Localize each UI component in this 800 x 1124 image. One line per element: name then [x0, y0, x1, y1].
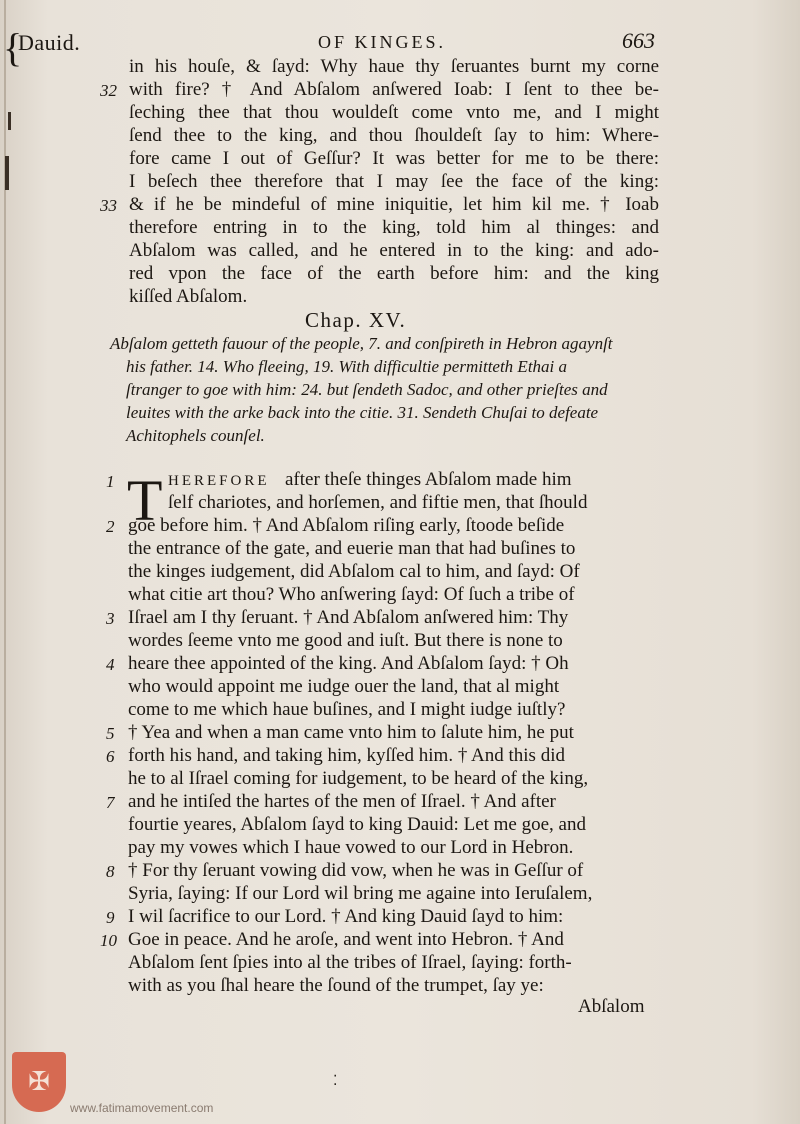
text-line: Abſalom was called, and he entered in to the king: and ado-: [129, 240, 659, 261]
text-line: kiſſed Abſalom.: [129, 286, 248, 307]
text-line: goe before him. † And Abſalom riſing early, ſtoode beſide: [128, 515, 565, 536]
text-line: & if he be mindeful of mine iniquitie, let him kil me. † Ioab: [129, 194, 659, 215]
margin-bracket: {: [3, 25, 23, 70]
text-line: ſeching thee that thou wouldeſt come vnto me, and I might: [129, 102, 659, 123]
chapter-argument-line: ſtranger to goe with him: 24. but ſendeth Sadoc, and other prieſtes and: [126, 380, 608, 399]
text-line: I wil ſacrifice to our Lord. † And king Dauid ſayd to him:: [128, 906, 564, 927]
text-line: therefore entring in to the king, told him al thinges: and: [129, 217, 659, 238]
verse-number: 5: [106, 724, 115, 743]
verse-number: 3: [106, 609, 115, 628]
text-line: fore came I out of Geſſur? It was better for me to be there:: [129, 148, 659, 169]
chapter-argument-line: Abſalom getteth fauour of the people, 7. and conſpireth in Hebron agaynſt: [110, 334, 613, 353]
chapter-argument-line: Achitophels counſel.: [126, 426, 265, 445]
text-line: pay my vowes which I haue vowed to our Lord in Hebron.: [128, 837, 574, 858]
text-line: the kinges iudgement, did Abſalom cal to him, and ſayd: Of: [128, 561, 580, 582]
text-line: Abſalom ſent ſpies into al the tribes of Iſrael, ſaying: forth-: [128, 952, 572, 973]
text-line: Goe in peace. And he aroſe, and went into Hebron. † And: [128, 929, 564, 950]
page-number: 663: [622, 28, 655, 53]
text-line: come to me which haue buſines, and I might iudge iuſtly?: [128, 699, 566, 720]
text-line: in his houſe, & ſayd: Why haue thy ſeruantes burnt my corne: [129, 56, 659, 77]
verse-number: 32: [100, 81, 117, 100]
crest-logo-icon: ✠: [12, 1052, 66, 1112]
text-line: with as you ſhal heare the ſound of the trumpet, ſay ye:: [128, 975, 544, 996]
text-line: Iſrael am I thy ſeruant. † And Abſalom anſwered him: Thy: [128, 607, 569, 628]
ink-dots: ⁚: [333, 1074, 338, 1089]
website-url[interactable]: www.fatimamovement.com: [70, 1101, 214, 1115]
text-line: ſelf chariotes, and horſemen, and fiftie men, that ſhould: [168, 492, 588, 513]
text-line: fourtie yeares, Abſalom ſayd to king Dauid: Let me goe, and: [128, 814, 586, 835]
verse-number: 33: [100, 196, 117, 215]
verse-number: 10: [100, 931, 117, 950]
text-line: with fire? † And Abſalom anſwered Ioab: I ſent to thee be-: [129, 79, 659, 100]
text-line: red vpon the face of the earth before him: and the king: [129, 263, 659, 284]
text-line: † For thy ſeruant vowing did vow, when he was in Geſſur of: [128, 860, 584, 881]
chapter-argument-line: his father. 14. Who fleeing, 19. With difficultie permitteth Ethai a: [126, 357, 568, 376]
verse-number: 1: [106, 472, 115, 491]
margin-mark: [5, 156, 9, 190]
verse-number: 8: [106, 862, 115, 881]
verse-number: 4: [106, 655, 115, 674]
drop-cap: T: [127, 468, 163, 533]
verse-number: 2: [106, 517, 115, 536]
running-head-center: OF KINGES.: [318, 32, 447, 52]
text-line: wordes ſeeme vnto me good and iuſt. But there is none to: [128, 630, 563, 651]
chapter-argument-line: leuites with the arke back into the citie. 31. Sendeth Chuſai to defeate: [126, 403, 599, 422]
margin-mark: [8, 112, 11, 130]
first-word: HEREFORE: [168, 473, 270, 489]
text-line: and he intiſed the hartes of the men of Iſrael. † And after: [128, 791, 556, 812]
text-line: † Yea and when a man came vnto him to ſalute him, he put: [128, 722, 574, 743]
text-line: Syria, ſaying: If our Lord wil bring me againe into Ieruſalem,: [128, 883, 593, 904]
running-head-left: Dauid.: [18, 30, 81, 55]
chapter-title: Chap. XV.: [305, 308, 407, 332]
text-line: after theſe thinges Abſalom made him: [285, 469, 572, 490]
text-line: ſend thee to the king, and thou ſhouldeſt ſay to him: Where-: [129, 125, 659, 146]
text-line: who would appoint me iudge ouer the land, that al might: [128, 676, 560, 697]
text-line: I beſech thee therefore that I may ſee the face of the king:: [129, 171, 659, 192]
catchword: Abſalom: [578, 996, 645, 1017]
verse-number: 9: [106, 908, 115, 927]
text-line: he to al Iſrael coming for iudgement, to be heard of the king,: [128, 768, 589, 789]
text-line: what citie art thou? Who anſwering ſayd: Of ſuch a tribe of: [128, 584, 575, 605]
text-line: heare thee appointed of the king. And Abſalom ſayd: † Oh: [128, 653, 569, 674]
verse-number: 6: [106, 747, 115, 766]
text-line: the entrance of the gate, and euerie man that had buſines to: [128, 538, 576, 559]
text-line: forth his hand, and taking him, kyſſed him. † And this did: [128, 745, 565, 766]
verse-number: 7: [106, 793, 115, 812]
